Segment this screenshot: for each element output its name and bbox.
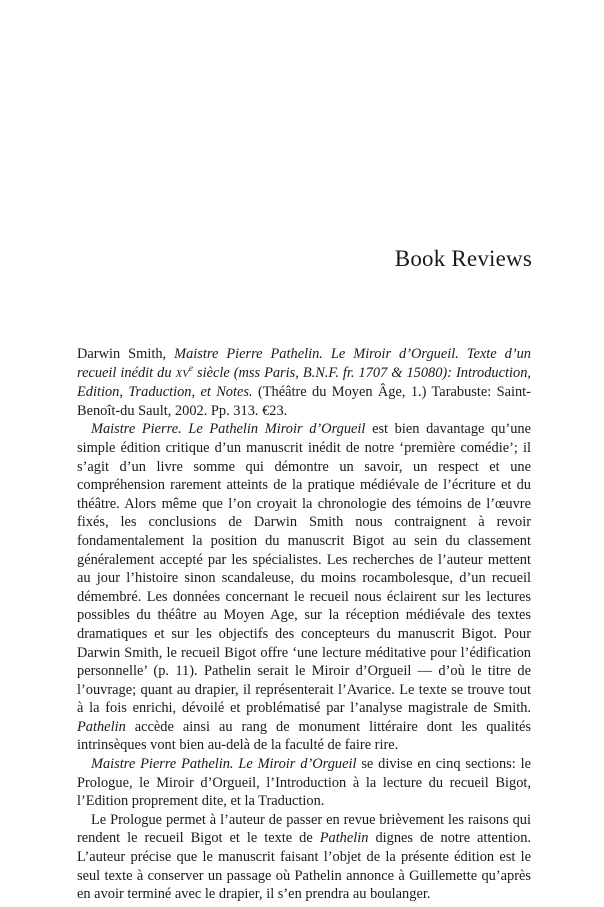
book-review — [77, 345, 531, 904]
review-paragraph-2 — [77, 755, 531, 811]
para3-text-b: dignes de notre attention. L’auteur précise que le manuscrit faisant l’objet de la présente édition est le seul texte à conserver un passage où Pathelin annonce à Guillemette qu’après en avoir terminé avec le drapier, il s’en prendra au boulanger. — [77, 830, 531, 903]
citation-century: XV — [175, 367, 189, 380]
book-citation — [77, 345, 531, 420]
citation-title-part-a: Maistre Pierre Pathelin. Le Miroir d’Orgueil. Texte d’un recueil inédit du — [77, 346, 531, 381]
para3-pathelin: Pathelin — [319, 830, 369, 847]
review-paragraph-1 — [77, 420, 531, 755]
para2-text: se divise en cinq sections: le Prologue, le Miroir d’Orgueil, l’Introduction à la lecture du recueil Bigot, l’Edition proprement dite, et la Traduction. — [77, 756, 531, 810]
citation-author: Darwin Smith, — [77, 346, 167, 362]
citation-title-part-b: siècle (mss Paris, B.N.F. fr. 1707 & 15080): Introduction, Edition, Traduction, et Notes. — [77, 364, 531, 401]
para1-text-end: accède ainsi au rang de monument littéraire dont les qualités intrinsèques vont bien au-delà de la faculté de faire rire. — [77, 718, 532, 754]
para3-text-a: Le Prologue permet à l’auteur de passer en revue brièvement les raisons qui rendent le recueil Bigot et le texte de — [77, 811, 531, 847]
citation-publication: (Théâtre du Moyen Âge, 1.) Tarabuste: Saint-Benoît-du Sault, 2002. Pp. 313. €23. — [77, 384, 531, 419]
para1-text: est bien davantage qu’une simple édition critique d’un manuscrit inédit de notre ‘première comédie’; il s’agit d’un livre somme qui démontre un savoir, un respect et une compréhension rarement atteints de la pratique médiévale de l’écriture et du théâtre. Alors même que l’on croyait la chronologie des témoins de l’œuvre fixés, les conclusions de Darwin Smith nous contraignent à revoir fondamentalement la position du manuscrit Bigot au sein du classement généralement accepté par les spécialistes. Les recherches de l’auteur mettent au jour l’histoire sinon scandaleuse, du moins rocambolesque, d’un recueil démembré. Les données concernant le recueil nous éclairent sur les lectures possibles du théâtre au Moyen Age, sur la réception médiévale des textes dramatiques et sur les objectifs des concepteurs du manuscrit Bigot. Pour Darwin Smith, le recueil Bigot offre ‘une lecture méditative pour l’édification personnelle’ (p. 11). Pathelin serait le Miroir d’Orgueil — d’où le titre de l’ouvrage; quant au drapier, il représenterait l’Avarice. Le texte se trouve tout à la fois enrichi, dévoilé et problématisé par l’analyse magistrale de Smith. — [77, 421, 531, 717]
review-paragraph-3 — [77, 811, 531, 904]
para1-title: Maistre Pierre. Le Pathelin Miroir d’Orgueil — [91, 421, 366, 438]
section-title: Book Reviews — [394, 246, 532, 271]
citation-century-sup: e — [188, 362, 193, 373]
para1-pathelin: Pathelin — [77, 718, 126, 735]
para2-title: Maistre Pierre Pathelin. Le Miroir d’Orgueil — [91, 756, 357, 773]
